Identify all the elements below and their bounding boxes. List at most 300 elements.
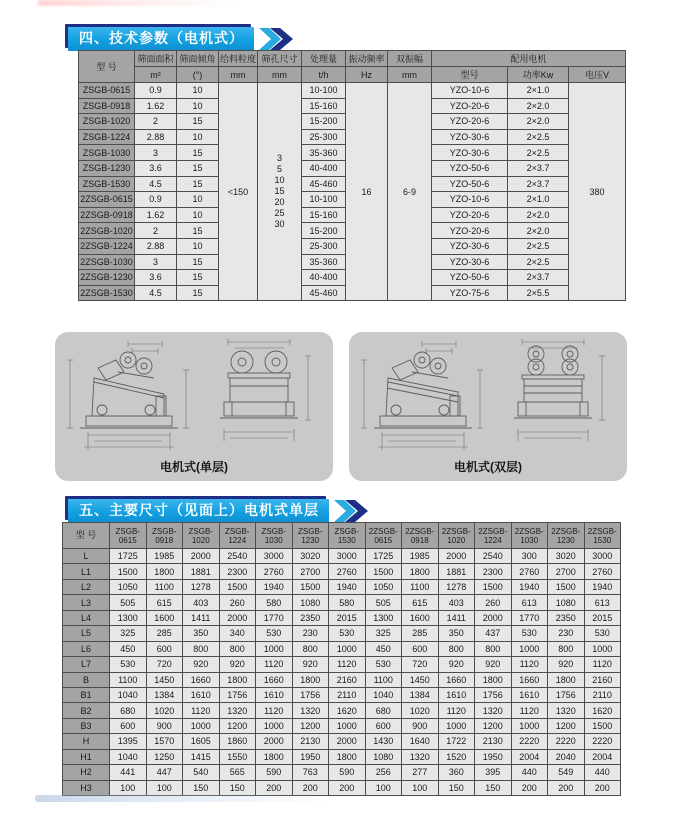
dimension-value: 1000: [584, 641, 621, 656]
dimension-value: 1040: [110, 749, 147, 764]
dimension-value: 1756: [548, 687, 585, 702]
model-value: 2ZSGB-0615: [79, 192, 135, 208]
dimension-value: 2015: [584, 610, 621, 625]
dimension-value: 1300: [110, 610, 147, 625]
dimension-value: 920: [183, 657, 220, 672]
dimension-value: 600: [110, 718, 147, 733]
dimension-value: 1000: [256, 641, 293, 656]
motor-power-value: 2×1.0: [508, 83, 569, 99]
t1-header-area: 筛面面积: [135, 51, 177, 67]
t2-model-header: ZSGB- 0615: [110, 523, 147, 549]
t1-header-angle: 筛面倾角: [177, 51, 219, 67]
capacity-value: 35-360: [302, 254, 346, 270]
model-value: ZSGB-1020: [79, 114, 135, 130]
motor-model-value: YZO-20-6: [432, 98, 508, 114]
dimension-value: 800: [292, 641, 329, 656]
dimension-value: 1660: [256, 672, 293, 687]
dimension-value: 1450: [402, 672, 439, 687]
dimension-value: 2760: [511, 564, 548, 579]
dimension-value: 1800: [548, 672, 585, 687]
dimension-value: 1600: [402, 610, 439, 625]
t1-header-capacity: 处理量: [302, 51, 346, 67]
screen-area-value: 4.5: [135, 176, 177, 192]
motor-power-value: 2×2.0: [508, 223, 569, 239]
dimension-value: 200: [584, 780, 621, 795]
dimension-value: 1384: [402, 687, 439, 702]
dimension-value: 1200: [475, 718, 512, 733]
model-value: ZSGB-0615: [79, 83, 135, 99]
dimension-row: [63, 595, 621, 610]
t2-model-header: ZSGB- 1224: [219, 523, 256, 549]
dimension-label: H2: [63, 765, 110, 780]
dimension-value: 800: [219, 641, 256, 656]
motor-model-value: YZO-50-6: [432, 270, 508, 286]
capacity-value: 15-160: [302, 98, 346, 114]
chevron-right-icon: [333, 499, 369, 523]
dimension-value: 1278: [438, 579, 475, 594]
section4-title-banner: [68, 27, 294, 51]
t1-header-hole: 筛孔尺寸: [258, 51, 302, 67]
dimension-row: [63, 657, 621, 672]
motor-model-value: YZO-30-6: [432, 238, 508, 254]
dimension-value: 900: [402, 718, 439, 733]
capacity-value: 35-360: [302, 145, 346, 161]
dimension-value: 1200: [292, 718, 329, 733]
dimension-value: 530: [329, 626, 366, 641]
dimension-value: 680: [110, 703, 147, 718]
dimension-value: 1120: [511, 657, 548, 672]
screen-angle-value: 15: [177, 160, 219, 176]
motor-model-value: YZO-30-6: [432, 145, 508, 161]
dimension-value: 763: [292, 765, 329, 780]
dimension-value: 1860: [219, 734, 256, 749]
dimension-value: 920: [548, 657, 585, 672]
dimension-row: [63, 579, 621, 594]
dimension-value: 1800: [402, 564, 439, 579]
dimension-value: 1800: [292, 672, 329, 687]
screen-angle-value: 10: [177, 129, 219, 145]
dimension-value: 530: [511, 626, 548, 641]
t2-header-row: [63, 523, 621, 549]
dimension-value: 1100: [110, 672, 147, 687]
dimension-value: 530: [110, 657, 147, 672]
dimension-value: 580: [329, 595, 366, 610]
dimension-value: 1950: [475, 749, 512, 764]
dimension-row: [63, 765, 621, 780]
motor-model-value: YZO-20-6: [432, 114, 508, 130]
spec-row: [79, 83, 626, 99]
dimension-value: 1020: [146, 703, 183, 718]
dimension-value: 1384: [146, 687, 183, 702]
dimension-label: L1: [63, 564, 110, 579]
single-deck-caption: 电机式(单层): [160, 460, 228, 474]
dimension-value: 440: [511, 765, 548, 780]
dimension-value: 1040: [365, 687, 402, 702]
page-top-artifact: [38, 0, 238, 6]
screen-area-value: 3.6: [135, 160, 177, 176]
dimension-value: 2130: [475, 734, 512, 749]
dimension-value: 1985: [146, 549, 183, 564]
dimension-value: 1411: [438, 610, 475, 625]
amplitude-value: 6-9: [388, 83, 432, 301]
dimension-row: [63, 564, 621, 579]
dimension-label: H1: [63, 749, 110, 764]
screen-area-value: 3.6: [135, 270, 177, 286]
dimension-row: [63, 687, 621, 702]
capacity-value: 15-160: [302, 207, 346, 223]
feed-size-value: <150: [219, 83, 258, 301]
dimension-value: 1411: [183, 610, 220, 625]
dimension-value: 2004: [511, 749, 548, 764]
dimension-value: 505: [365, 595, 402, 610]
dimension-value: 1000: [511, 641, 548, 656]
dimension-value: 1881: [183, 564, 220, 579]
dimension-value: 200: [256, 780, 293, 795]
t1-unit-area: m²: [135, 67, 177, 83]
model-value: 2ZSGB-1530: [79, 285, 135, 301]
dimension-value: 100: [365, 780, 402, 795]
dimension-value: 1200: [219, 718, 256, 733]
dimension-row: [63, 672, 621, 687]
dimension-value: 1120: [256, 657, 293, 672]
dimension-value: 800: [438, 641, 475, 656]
dimension-value: 1000: [511, 718, 548, 733]
dimension-value: 615: [146, 595, 183, 610]
dimension-value: 1000: [256, 718, 293, 733]
double-deck-caption: 电机式(双层): [454, 460, 522, 474]
dimension-value: 2220: [584, 734, 621, 749]
dimension-value: 360: [438, 765, 475, 780]
motor-model-value: YZO-10-6: [432, 192, 508, 208]
dimension-value: 200: [548, 780, 585, 795]
motor-model-value: YZO-50-6: [432, 160, 508, 176]
dimension-value: 680: [365, 703, 402, 718]
dimension-value: 1722: [438, 734, 475, 749]
dimension-value: 2220: [511, 734, 548, 749]
motor-power-value: 2×2.5: [508, 145, 569, 161]
dimension-value: 2300: [219, 564, 256, 579]
t1-header-model: 型 号: [79, 51, 135, 83]
dimension-value: 450: [110, 641, 147, 656]
dimension-value: 1570: [146, 734, 183, 749]
t1-unit-frequency: Hz: [346, 67, 388, 83]
dimension-value: 1620: [584, 703, 621, 718]
t2-model-header: ZSGB- 1030: [256, 523, 293, 549]
motor-power-value: 2×3.7: [508, 160, 569, 176]
dimension-value: 590: [329, 765, 366, 780]
dimension-value: 150: [438, 780, 475, 795]
dimension-value: 1550: [219, 749, 256, 764]
dimension-label: L6: [63, 641, 110, 656]
dimension-value: 1756: [475, 687, 512, 702]
dimension-value: 1940: [584, 579, 621, 594]
dimension-value: 441: [110, 765, 147, 780]
dimension-value: 1100: [402, 579, 439, 594]
dimension-value: 447: [146, 765, 183, 780]
dimension-value: 1450: [146, 672, 183, 687]
section4-title: 四、技术参数（电机式）: [68, 27, 254, 51]
dimension-value: 1610: [256, 687, 293, 702]
dimension-value: 1500: [475, 579, 512, 594]
dimension-value: 2040: [548, 749, 585, 764]
model-value: 2ZSGB-1030: [79, 254, 135, 270]
model-value: ZSGB-1530: [79, 176, 135, 192]
capacity-value: 25-300: [302, 129, 346, 145]
dimension-value: 1200: [548, 718, 585, 733]
screen-area-value: 0.9: [135, 192, 177, 208]
t1-header-motor-group: 配用电机: [432, 51, 626, 67]
dimension-value: 1320: [219, 703, 256, 718]
dimension-label: L7: [63, 657, 110, 672]
model-value: ZSGB-1030: [79, 145, 135, 161]
screen-angle-value: 15: [177, 145, 219, 161]
dimension-value: 1940: [329, 579, 366, 594]
t2-model-header: ZSGB- 1020: [183, 523, 220, 549]
t1-unit-feed: mm: [219, 67, 258, 83]
dimension-value: 1500: [219, 579, 256, 594]
dimension-value: 395: [475, 765, 512, 780]
dimension-row: [63, 626, 621, 641]
dimension-label: L5: [63, 626, 110, 641]
t1-unit-capacity: t/h: [302, 67, 346, 83]
motor-power-value: 2×2.5: [508, 129, 569, 145]
dimension-value: 613: [511, 595, 548, 610]
motor-power-value: 2×2.0: [508, 98, 569, 114]
motor-power-value: 2×2.0: [508, 114, 569, 130]
dimension-value: 1660: [511, 672, 548, 687]
motor-model-value: YZO-30-6: [432, 129, 508, 145]
t1-header-amplitude: 双振幅: [388, 51, 432, 67]
dimension-value: 920: [219, 657, 256, 672]
dimension-value: 100: [402, 780, 439, 795]
dimension-value: 800: [548, 641, 585, 656]
capacity-value: 10-100: [302, 83, 346, 99]
capacity-value: 25-300: [302, 238, 346, 254]
dimension-value: 1940: [511, 579, 548, 594]
dimension-value: 3020: [548, 549, 585, 564]
drawing-panel-double-deck: [349, 332, 627, 481]
dimension-value: 285: [146, 626, 183, 641]
dimension-value: 1000: [438, 718, 475, 733]
dimension-value: 2015: [329, 610, 366, 625]
model-value: 2ZSGB-1224: [79, 238, 135, 254]
t2-model-header: 2ZSGB- 1530: [584, 523, 621, 549]
dimension-label: B2: [63, 703, 110, 718]
t2-model-header: 2ZSGB- 1020: [438, 523, 475, 549]
screen-angle-value: 15: [177, 285, 219, 301]
capacity-value: 40-400: [302, 160, 346, 176]
t2-model-header: 2ZSGB- 1224: [475, 523, 512, 549]
motor-power-value: 2×3.7: [508, 270, 569, 286]
dimension-value: 260: [475, 595, 512, 610]
dimension-value: 2160: [329, 672, 366, 687]
dimension-value: 403: [438, 595, 475, 610]
dimension-row: [63, 610, 621, 625]
dimension-value: 1800: [256, 749, 293, 764]
dimension-value: 613: [584, 595, 621, 610]
dimension-value: 100: [146, 780, 183, 795]
dimension-value: 2000: [219, 610, 256, 625]
motor-power-value: 2×3.7: [508, 176, 569, 192]
t1-header-motor-model: 型号: [432, 67, 508, 83]
dimension-value: 530: [365, 657, 402, 672]
dimension-value: 2000: [256, 734, 293, 749]
dimension-value: 600: [365, 718, 402, 733]
dimension-value: 615: [402, 595, 439, 610]
dimension-value: 1500: [584, 718, 621, 733]
screen-area-value: 1.62: [135, 207, 177, 223]
dimension-value: 256: [365, 765, 402, 780]
screen-angle-value: 15: [177, 114, 219, 130]
dimension-value: 1415: [183, 749, 220, 764]
dimension-value: 505: [110, 595, 147, 610]
dimension-value: 1985: [402, 549, 439, 564]
dimension-value: 3000: [256, 549, 293, 564]
voltage-value: 380: [569, 83, 626, 301]
dimension-value: 1300: [365, 610, 402, 625]
dimension-value: 450: [365, 641, 402, 656]
footer-divider: [35, 795, 330, 802]
screen-angle-value: 10: [177, 207, 219, 223]
dimension-value: 1100: [365, 672, 402, 687]
dimension-value: 540: [183, 765, 220, 780]
dimension-value: 150: [475, 780, 512, 795]
screen-area-value: 1.62: [135, 98, 177, 114]
dimension-value: 720: [402, 657, 439, 672]
t2-model-header: ZSGB- 1530: [329, 523, 366, 549]
dimension-value: 230: [548, 626, 585, 641]
t1-header-frequency: 振动频率: [346, 51, 388, 67]
dimension-row: [63, 549, 621, 564]
dimension-value: 1050: [365, 579, 402, 594]
dimension-value: 403: [183, 595, 220, 610]
dimension-label: L: [63, 549, 110, 564]
t2-model-header: ZSGB- 0918: [146, 523, 183, 549]
model-value: 2ZSGB-1230: [79, 270, 135, 286]
dimension-value: 2700: [292, 564, 329, 579]
dimension-value: 1080: [365, 749, 402, 764]
dimension-value: 200: [511, 780, 548, 795]
dimension-value: 2004: [584, 749, 621, 764]
dimension-value: 1320: [475, 703, 512, 718]
capacity-value: 15-200: [302, 114, 346, 130]
capacity-value: 15-200: [302, 223, 346, 239]
dimension-value: 3000: [329, 549, 366, 564]
dimension-value: 1250: [146, 749, 183, 764]
dimension-label: L4: [63, 610, 110, 625]
dimension-row: [63, 703, 621, 718]
dimension-value: 285: [402, 626, 439, 641]
screen-angle-value: 10: [177, 192, 219, 208]
main-dimensions-table: [62, 522, 621, 796]
screen-area-value: 4.5: [135, 285, 177, 301]
screen-angle-value: 10: [177, 83, 219, 99]
dimension-value: 1320: [292, 703, 329, 718]
dimension-value: 1120: [584, 657, 621, 672]
chevron-right-icon: [258, 27, 294, 51]
dimension-label: B: [63, 672, 110, 687]
hole-size-value: 3 5 10 15 20 25 30: [258, 83, 302, 301]
screen-area-value: 3: [135, 254, 177, 270]
dimension-value: 1050: [110, 579, 147, 594]
motor-model-value: YZO-50-6: [432, 176, 508, 192]
t1-header-row1: [79, 51, 626, 67]
dimension-value: 437: [475, 626, 512, 641]
dimension-label: B3: [63, 718, 110, 733]
dimension-value: 600: [402, 641, 439, 656]
technical-parameters-table: [78, 50, 626, 301]
t1-header-motor-power: 功率Kw: [508, 67, 569, 83]
screen-area-value: 2: [135, 114, 177, 130]
dimension-value: 325: [110, 626, 147, 641]
t2-model-header: 2ZSGB- 1230: [548, 523, 585, 549]
dimension-value: 1660: [438, 672, 475, 687]
dimension-value: 350: [438, 626, 475, 641]
dimension-value: 230: [292, 626, 329, 641]
dimension-value: 2110: [329, 687, 366, 702]
capacity-value: 10-100: [302, 192, 346, 208]
capacity-value: 45-460: [302, 176, 346, 192]
t2-model-header: ZSGB- 1230: [292, 523, 329, 549]
dimension-value: 1950: [292, 749, 329, 764]
dimension-value: 1770: [511, 610, 548, 625]
model-value: ZSGB-1224: [79, 129, 135, 145]
dimension-label: H3: [63, 780, 110, 795]
dimension-value: 1000: [329, 641, 366, 656]
dimension-value: 350: [183, 626, 220, 641]
dimension-value: 1660: [183, 672, 220, 687]
dimension-value: 2000: [475, 610, 512, 625]
dimension-value: 1430: [365, 734, 402, 749]
dimension-value: 1756: [292, 687, 329, 702]
dimension-value: 277: [402, 765, 439, 780]
dimension-value: 150: [219, 780, 256, 795]
t2-corner-cell: 型 号: [63, 523, 110, 549]
dimension-value: 1610: [438, 687, 475, 702]
dimension-value: 1000: [329, 718, 366, 733]
dimension-value: 1020: [402, 703, 439, 718]
dimension-value: 2540: [219, 549, 256, 564]
dimension-value: 1881: [438, 564, 475, 579]
screen-area-value: 2.88: [135, 129, 177, 145]
t1-header-row2: [79, 67, 626, 83]
dimension-value: 2000: [329, 734, 366, 749]
dimension-value: 1100: [146, 579, 183, 594]
dimension-value: 150: [183, 780, 220, 795]
dimension-value: 1520: [438, 749, 475, 764]
dimension-value: 2700: [548, 564, 585, 579]
dimension-value: 590: [256, 765, 293, 780]
motor-model-value: YZO-20-6: [432, 223, 508, 239]
dimension-value: 200: [329, 780, 366, 795]
screen-area-value: 3: [135, 145, 177, 161]
dimension-value: 1940: [256, 579, 293, 594]
dimension-value: 1120: [438, 703, 475, 718]
motor-power-value: 2×1.0: [508, 192, 569, 208]
dimension-value: 3020: [292, 549, 329, 564]
single-deck-drawing: [62, 336, 326, 454]
motor-model-value: YZO-30-6: [432, 254, 508, 270]
screen-angle-value: 15: [177, 254, 219, 270]
dimension-value: 2000: [183, 549, 220, 564]
dimension-value: 2760: [256, 564, 293, 579]
t1-unit-amplitude: mm: [388, 67, 432, 83]
dimension-value: 1600: [146, 610, 183, 625]
t2-model-header: 2ZSGB- 1030: [511, 523, 548, 549]
motor-model-value: YZO-75-6: [432, 285, 508, 301]
motor-power-value: 2×2.5: [508, 254, 569, 270]
dimension-value: 565: [219, 765, 256, 780]
